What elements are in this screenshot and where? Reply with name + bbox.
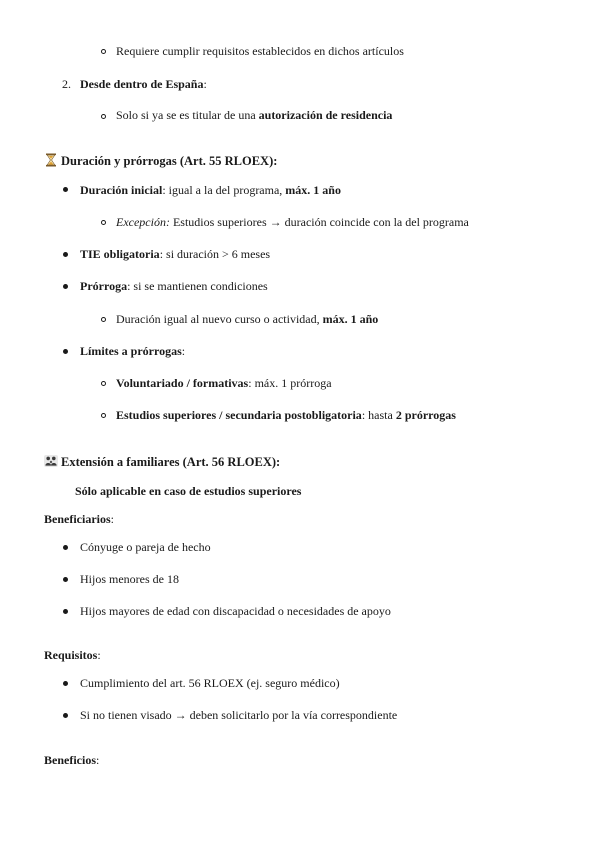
- section-heading-duracion: Duración y prórrogas (Art. 55 RLOEX):: [44, 153, 277, 169]
- bullet-disc: [63, 187, 68, 192]
- list-item: Voluntariado / formativas: máx. 1 prórroga: [116, 376, 332, 390]
- list-item: Duración inicial: igual a la del programa, máx. 1 año: [80, 183, 341, 197]
- list-item: Hijos menores de 18: [80, 572, 179, 586]
- sub-bullet-circle: [101, 317, 106, 322]
- list-item: Hijos mayores de edad con discapacidad o necesidades de apoyo: [80, 604, 391, 618]
- bullet-disc: [63, 577, 68, 582]
- list-item: Solo si ya se es titular de una autorización de residencia: [116, 108, 393, 122]
- section-heading-familiares: Extensión a familiares (Art. 56 RLOEX):: [44, 454, 280, 470]
- list-item: Excepción: Estudios superiores → duración coincide con la del programa: [116, 215, 469, 229]
- list-item: Estudios superiores / secundaria postobligatoria: hasta 2 prórrogas: [116, 408, 456, 422]
- bullet-disc: [63, 252, 68, 257]
- list-item: Prórroga: si se mantienen condiciones: [80, 279, 268, 293]
- beneficios-label: Beneficios:: [44, 753, 100, 767]
- bullet-disc: [63, 609, 68, 614]
- bullet-disc: [63, 713, 68, 718]
- sub-bullet-circle: [101, 381, 106, 386]
- requisitos-label: Requisitos:: [44, 648, 101, 662]
- beneficiarios-label: Beneficiarios:: [44, 512, 114, 526]
- list-item: Duración igual al nuevo curso o actividad, máx. 1 año: [116, 312, 379, 326]
- list-item: Requiere cumplir requisitos establecidos en dichos artículos: [116, 44, 404, 58]
- sub-bullet-circle: [101, 114, 106, 119]
- list-item: Límites a prórrogas:: [80, 344, 186, 358]
- bullet-disc: [63, 681, 68, 686]
- list-item: Si no tienen visado → deben solicitarlo por la vía correspondiente: [80, 708, 398, 722]
- bullet-disc: [63, 349, 68, 354]
- bullet-disc: [63, 284, 68, 289]
- list-item: Cumplimiento del art. 56 RLOEX (ej. seguro médico): [80, 676, 340, 690]
- sub-bullet-circle: [101, 220, 106, 225]
- section-note: Sólo aplicable en caso de estudios superiores: [75, 484, 302, 498]
- hourglass-icon: [44, 153, 58, 167]
- list-number: 2.: [62, 77, 71, 91]
- list-item: TIE obligatoria: si duración > 6 meses: [80, 247, 271, 261]
- list-item: Desde dentro de España:: [80, 77, 207, 91]
- bullet-disc: [63, 545, 68, 550]
- sub-bullet-circle: [101, 49, 106, 54]
- list-item: Cónyuge o pareja de hecho: [80, 540, 211, 554]
- sub-bullet-circle: [101, 413, 106, 418]
- family-icon: [44, 454, 58, 468]
